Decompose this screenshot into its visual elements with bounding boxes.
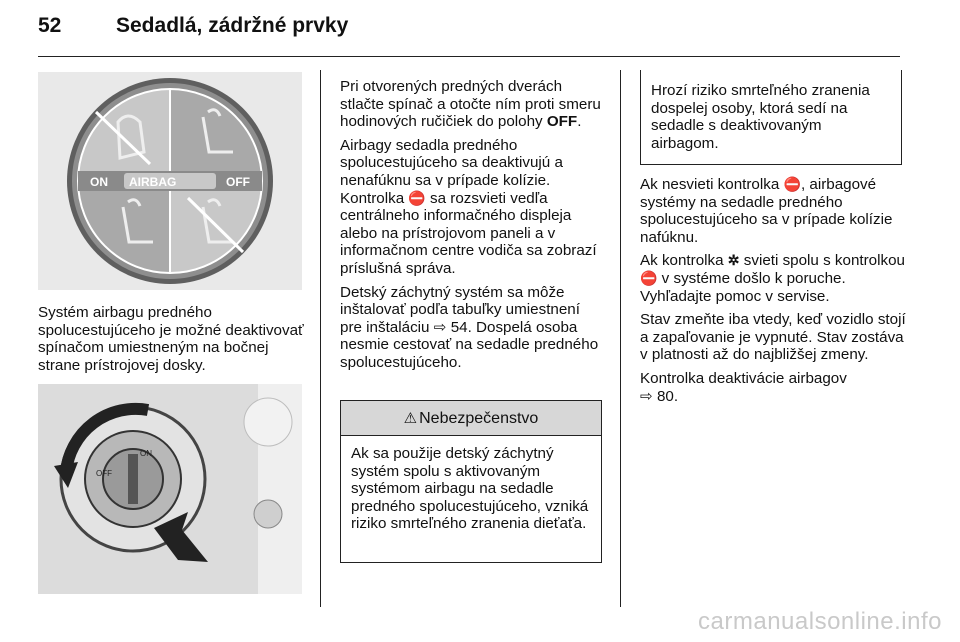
paragraph-switch-off: Pri otvorených predných dverách stlačte spínač a otočte ním proti smeru hodinových ručičiek do polohy OFF. xyxy=(340,78,601,131)
continued-warning-box xyxy=(640,70,902,165)
key-switch-illustration xyxy=(38,384,302,594)
right-text xyxy=(640,176,910,411)
key-on-label: ON xyxy=(140,449,152,458)
switch-off-label: OFF xyxy=(226,175,250,189)
middle-text xyxy=(340,78,602,378)
airbag-switch-illustration xyxy=(38,72,302,290)
switch-airbag-label: AIRBAG xyxy=(129,175,177,189)
warning-title: Nebezpečenstvo xyxy=(419,410,539,427)
paragraph-airbag-deactivated: Airbagy sedadla predného spolucestujúceho sa deaktivujú a nenafúknu sa v prípade kolízie. Kontrolka ⛔ sa rozsvieti vedľa centrálneho informačného displeja alebo na prístrojovom paneli a v informačnom centre vodiča sa zobrazí príslušná správa. xyxy=(340,136,597,277)
paragraph-lamp-reference: Kontrolka deaktivácie airbagov ⇨ 80. xyxy=(640,369,847,405)
key-off-label: OFF xyxy=(96,469,112,478)
paragraph-state-change: Stav zmeňte iba vtedy, keď vozidlo stojí a zapaľovanie je vypnuté. Stav zostáva v platnosti až do najbližšej zmeny. xyxy=(640,311,906,364)
paragraph-lamp-not-lit: Ak nesvieti kontrolka ⛔, airbagové systémy na sedadle predného spolucestujúceho sa v prípade kolízie nafúknu. xyxy=(640,176,893,246)
paragraph-child-seat: Detský záchytný systém sa môže inštalovať podľa tabuľky umiestnení pre inštaláciu ⇨ 54. Dospelá osoba nesmie cestovať na sedadle predného spolucestujúceho. xyxy=(340,283,599,371)
page-title: Sedadlá, zádržné prvky xyxy=(116,14,349,37)
airbag-lamp-icon: ✲ xyxy=(727,252,740,269)
page-reference[interactable]: 80 xyxy=(656,387,674,405)
column-divider-2 xyxy=(620,70,621,607)
warning-text: Ak sa použije detský záchytný systém spolu s aktivovaným systémom airbagu na sedadle predného spolucestujúceho, vzniká riziko smrteľného zranenia dieťaťa. xyxy=(351,445,589,533)
airbag-off-lamp-icon: ⛔ xyxy=(408,189,426,206)
page-reference[interactable]: 54 xyxy=(450,318,468,336)
switch-on-label: ON xyxy=(90,175,108,189)
continued-warning-text: Hrozí riziko smrteľného zranenia dospelej osoby, ktorá sedí na sedadle s deaktivovaným airbagom. xyxy=(651,82,870,152)
airbag-warning-lamp-icon: ⛔ xyxy=(640,269,658,286)
reference-arrow-icon: ⇨ xyxy=(640,387,653,405)
danger-warning-box xyxy=(340,400,602,563)
header-rule xyxy=(38,56,900,57)
paragraph-malfunction: Ak kontrolka ✲ svieti spolu s kontrolkou ⛔ v systéme došlo k poruche. Vyhľadajte pomoc v servise. xyxy=(640,252,905,305)
page-number: 52 xyxy=(38,14,62,37)
column-divider-1 xyxy=(320,70,321,607)
airbag-off-lamp-icon: ⛔ xyxy=(783,176,801,192)
warning-triangle-icon: ⚠ xyxy=(403,410,418,427)
watermark: carmanualsonline.info xyxy=(698,608,942,635)
reference-arrow-icon: ⇨ xyxy=(433,318,447,336)
left-caption: Systém airbagu predného spolucestujúceho je možné deaktivovať spínačom umiestneným na bočnej strane prístrojovej dosky. xyxy=(38,304,304,374)
